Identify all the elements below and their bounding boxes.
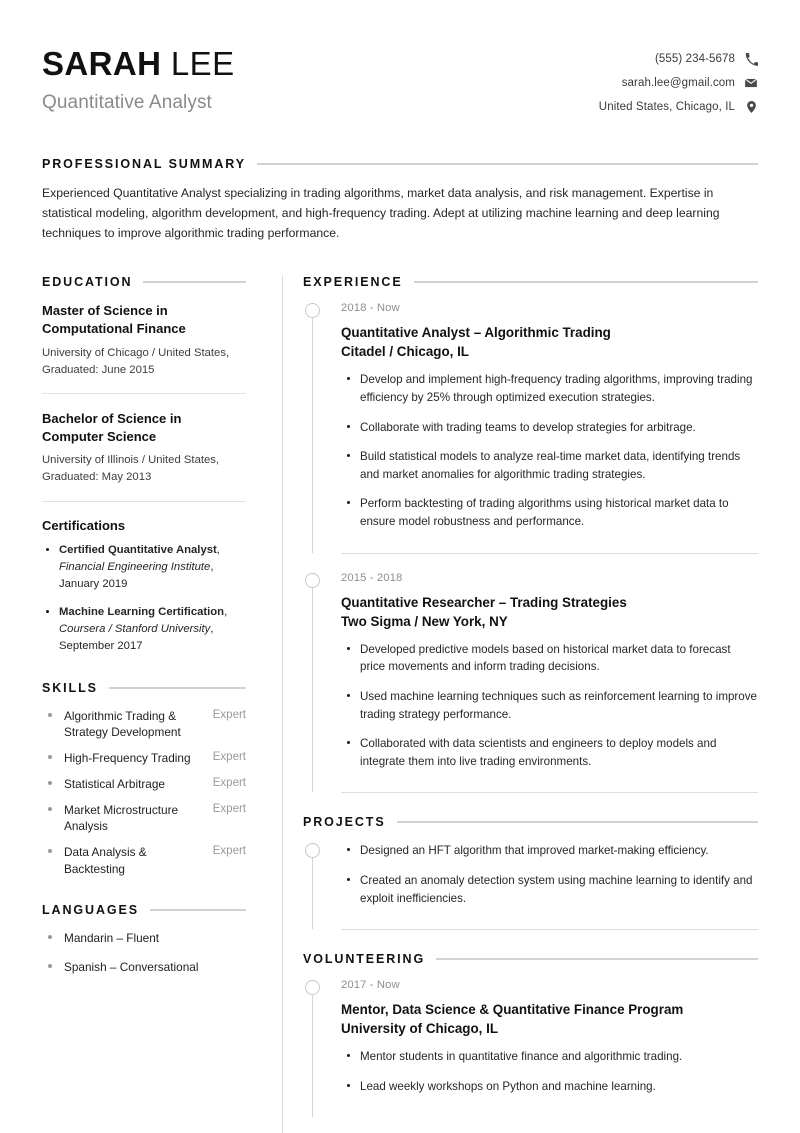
experience-heading-label: EXPERIENCE <box>303 275 403 290</box>
skill-level: Expert <box>212 802 246 815</box>
volunteering-org: University of Chicago, IL <box>341 1021 498 1037</box>
heading-rule <box>150 909 246 911</box>
heading-rule <box>414 281 758 283</box>
skills-section <box>42 681 246 878</box>
contact-location[interactable] <box>599 100 758 114</box>
skills-heading-label: SKILLS <box>42 680 98 695</box>
languages-list <box>42 930 246 977</box>
heading-rule <box>109 687 246 689</box>
heading-rule <box>436 958 758 960</box>
experience-item <box>303 302 758 546</box>
contact-list <box>599 44 758 114</box>
experience-org: Citadel / Chicago, IL <box>341 344 469 360</box>
skill-level: Expert <box>212 751 246 764</box>
experience-org: Two Sigma / New York, NY <box>341 613 508 629</box>
experience-date: 2018 - Now <box>341 302 400 315</box>
skills-section-heading <box>42 681 246 695</box>
location-pin-icon <box>744 100 758 114</box>
summary-text: Experienced Quantitative Analyst specializing in trading algorithms, market data analysis, and risk management. Expertise in statistical modeling, algorithm development, and high-frequency trading. Adept at utilizing machine learning and deep learning techniques to improve algorithmic trading performance. <box>42 186 720 240</box>
experience-section <box>303 275 758 793</box>
skill-name: Data Analysis & Backtesting <box>42 844 205 878</box>
list-item <box>42 802 246 836</box>
volunteering-role: Mentor, Data Science & Quantitative Finance Program <box>341 1002 684 1018</box>
certification-name: Machine Learning Certification <box>59 606 225 619</box>
name-block <box>42 44 235 114</box>
languages-heading-label: LANGUAGES <box>42 902 139 917</box>
list-item: Develop and implement high-frequency trading algorithms, improving trading efficiency by 25% through optimized execution strategies. <box>341 371 758 406</box>
professional-summary-section <box>42 157 758 243</box>
education-section-heading <box>42 275 246 289</box>
certifications-heading: Certifications <box>42 517 126 533</box>
volunteering-bullets <box>341 1048 758 1095</box>
education-heading-label: EDUCATION <box>42 275 133 290</box>
skill-name: Statistical Arbitrage <box>42 776 205 793</box>
projects-section <box>303 815 758 930</box>
volunteering-date: 2017 - Now <box>341 979 400 992</box>
project-item <box>303 842 758 923</box>
contact-phone[interactable] <box>655 52 758 66</box>
list-item <box>42 776 246 793</box>
divider <box>341 553 758 554</box>
list-item <box>42 844 246 878</box>
timeline-marker-icon <box>305 573 320 588</box>
divider <box>341 792 758 793</box>
certifications-list <box>42 542 246 656</box>
job-title: Quantitative Analyst <box>42 91 212 113</box>
heading-rule <box>397 821 758 823</box>
projects-heading-label: PROJECTS <box>303 815 386 830</box>
body-columns <box>42 275 758 1133</box>
summary-section-heading <box>42 157 758 171</box>
list-item: Collaborated with data scientists and engineers to deploy models and integrate them into live trading environments. <box>341 735 758 770</box>
list-item: Used machine learning techniques such as reinforcement learning to improve trading strategy performance. <box>341 688 758 723</box>
certification-date: September 2017 <box>59 640 143 653</box>
timeline-track <box>312 857 313 929</box>
education-meta: University of Illinois / United States, Graduated: May 2013 <box>42 454 220 484</box>
languages-section-heading <box>42 903 246 917</box>
list-item <box>42 750 246 767</box>
timeline-marker-icon <box>305 980 320 995</box>
experience-date: 2015 - 2018 <box>341 571 403 584</box>
right-column <box>283 275 758 1133</box>
experience-role: Quantitative Researcher – Trading Strategies <box>341 594 627 610</box>
skill-name: Market Microstructure Analysis <box>42 802 205 836</box>
skills-list <box>42 708 246 878</box>
email-icon <box>744 76 758 90</box>
phone-icon <box>744 52 758 66</box>
education-section <box>42 275 246 655</box>
divider <box>42 393 246 394</box>
experience-section-heading <box>303 275 758 289</box>
list-item: Created an anomaly detection system using machine learning to identify and exploit inefficiencies. <box>341 872 758 907</box>
heading-rule <box>143 281 246 283</box>
volunteering-item <box>303 979 758 1111</box>
last-name: LEE <box>170 45 235 82</box>
list-item: Perform backtesting of trading algorithms using historical market data to ensure model robustness and performance. <box>341 495 758 530</box>
contact-email-text: sarah.lee@gmail.com <box>621 77 735 89</box>
heading-rule <box>257 163 758 165</box>
first-name: SARAH <box>42 45 162 82</box>
resume-header <box>42 38 758 114</box>
list-item: Lead weekly workshops on Python and machine learning. <box>341 1078 758 1096</box>
contact-email[interactable] <box>622 76 758 90</box>
list-item: Designed an HFT algorithm that improved market-making efficiency. <box>341 842 758 860</box>
certification-issuer: Coursera / Stanford University <box>59 623 211 636</box>
list-item: Certified Quantitative Analyst, Financial Engineering Institute, January 2019 <box>42 542 246 593</box>
full-name <box>42 46 235 83</box>
education-item <box>42 410 246 501</box>
education-degree: Bachelor of Science in Computer Science <box>42 410 182 444</box>
list-item: Mentor students in quantitative finance and algorithmic trading. <box>341 1048 758 1066</box>
list-item: Developed predictive models based on historical market data to forecast price movements and inform trading decisions. <box>341 641 758 676</box>
divider <box>341 929 758 930</box>
list-item: Build statistical models to analyze real-time market data, identifying trends and market anomalies for algorithmic trading strategies. <box>341 448 758 483</box>
certification-date: January 2019 <box>59 577 128 590</box>
timeline-marker-icon <box>305 303 320 318</box>
certification-name: Certified Quantitative Analyst <box>59 543 217 556</box>
skill-level: Expert <box>212 708 246 721</box>
timeline-track <box>312 587 313 793</box>
timeline-track <box>312 994 313 1117</box>
languages-section <box>42 903 246 977</box>
timeline-track <box>312 317 313 552</box>
volunteering-section <box>303 952 758 1111</box>
experience-item <box>303 572 758 787</box>
volunteering-section-heading <box>303 952 758 966</box>
divider <box>42 501 246 502</box>
skill-name: High-Frequency Trading <box>42 750 205 767</box>
list-item <box>42 708 246 742</box>
list-item: Machine Learning Certification, Coursera / Stanford University, September 2017 <box>42 604 246 655</box>
left-column <box>42 275 282 1133</box>
experience-bullets <box>341 371 758 530</box>
list-item: Spanish – Conversational <box>42 959 246 976</box>
skill-level: Expert <box>212 845 246 858</box>
education-degree: Master of Science in Computational Finance <box>42 303 186 336</box>
skill-name: Algorithmic Trading & Strategy Development <box>42 708 205 742</box>
certification-issuer: Financial Engineering Institute <box>59 560 211 573</box>
projects-section-heading <box>303 815 758 829</box>
timeline-marker-icon <box>305 843 320 858</box>
experience-role: Quantitative Analyst – Algorithmic Trading <box>341 325 611 341</box>
education-item <box>42 302 246 393</box>
list-item: Mandarin – Fluent <box>42 930 246 947</box>
volunteering-heading-label: VOLUNTEERING <box>303 952 426 967</box>
contact-phone-text: (555) 234-5678 <box>654 53 735 65</box>
project-bullets <box>341 842 758 907</box>
summary-heading-label: PROFESSIONAL SUMMARY <box>42 157 246 171</box>
skill-level: Expert <box>212 776 246 789</box>
education-meta: University of Chicago / United States, Graduated: June 2015 <box>42 346 230 376</box>
experience-bullets <box>341 641 758 771</box>
list-item: Collaborate with trading teams to develop strategies for arbitrage. <box>341 419 758 437</box>
contact-location-text: United States, Chicago, IL <box>598 101 735 113</box>
